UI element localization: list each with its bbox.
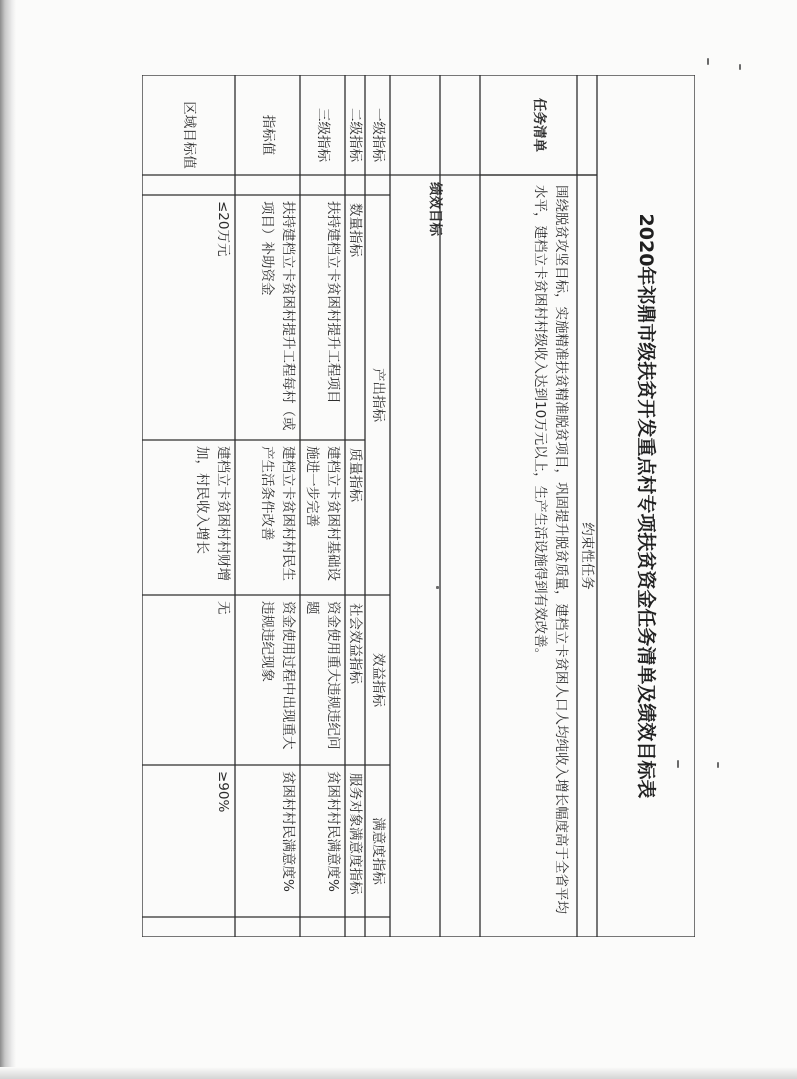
task-content: 围绕脱贫攻坚目标，实施精准扶贫精准脱贫项目，巩固提升脱贫质量，建档立卡贫困人口人均纯收入增长幅度高于全省平均水平，建档立卡贫困村村级收入达到10万元以上，生产生活设施得到有效改善。 — [532, 185, 569, 914]
scan-speck — [717, 762, 719, 768]
level1-satisfaction: 满意度指标 — [370, 817, 386, 885]
constraint-task-header: 约束性任务 — [579, 522, 596, 590]
level3-quantity: 扶持建档立卡贫困村提升工程项目 — [325, 201, 341, 404]
regional-label: 区域目标值 — [181, 101, 197, 169]
regional-quantity: ≤20万元 — [215, 201, 231, 257]
indicator-label: 指标值 — [260, 114, 276, 156]
indicator-service: 贫困村村民满意度% — [280, 771, 296, 892]
level3-label: 三级指标 — [315, 108, 331, 162]
level1-output: 产出指标 — [370, 368, 386, 422]
indicator-social: 资金使用过程中出现重大违规违纪现象 — [259, 601, 296, 750]
scan-shadow-left — [0, 0, 16, 1079]
regional-social: 无 — [215, 601, 231, 615]
level2-social: 社会效益指标 — [347, 603, 363, 684]
level2-service: 服务对象满意度指标 — [347, 773, 363, 895]
task-list-label: 任务清单 — [531, 98, 547, 152]
scan-speck — [739, 64, 741, 70]
regional-service: ≥90% — [215, 771, 231, 813]
scan-shadow-bottom — [0, 1067, 797, 1079]
regional-quality: 建档立卡贫困村村财增加，村民收入增长 — [194, 446, 231, 581]
performance-target-table — [142, 75, 695, 937]
level2-quality: 质量指标 — [347, 448, 363, 502]
indicator-quality: 建档立卡贫困村村民生产生活条件改善 — [259, 446, 296, 581]
indicator-quantity: 扶持建档立卡贫困村提升工程每村（或项目）补助资金 — [259, 201, 296, 431]
performance-label: 绩效目标 — [427, 182, 444, 236]
level3-service: 贫困村村民满意度% — [325, 771, 341, 892]
level3-social: 资金使用重大违规违纪问题 — [304, 601, 341, 750]
scan-speck — [707, 58, 709, 65]
level1-label: 一级指标 — [370, 108, 386, 162]
page-title: 2020年祁鼎市级扶贫开发重点村专项扶贫资金任务清单及绩效目标表 — [635, 213, 657, 799]
level3-quality: 建档立卡贫困村基础设施进一步完善 — [304, 446, 341, 581]
level2-quantity: 数量指标 — [347, 203, 363, 257]
level1-benefit: 效益指标 — [370, 653, 386, 707]
level2-label: 二级指标 — [347, 108, 364, 162]
